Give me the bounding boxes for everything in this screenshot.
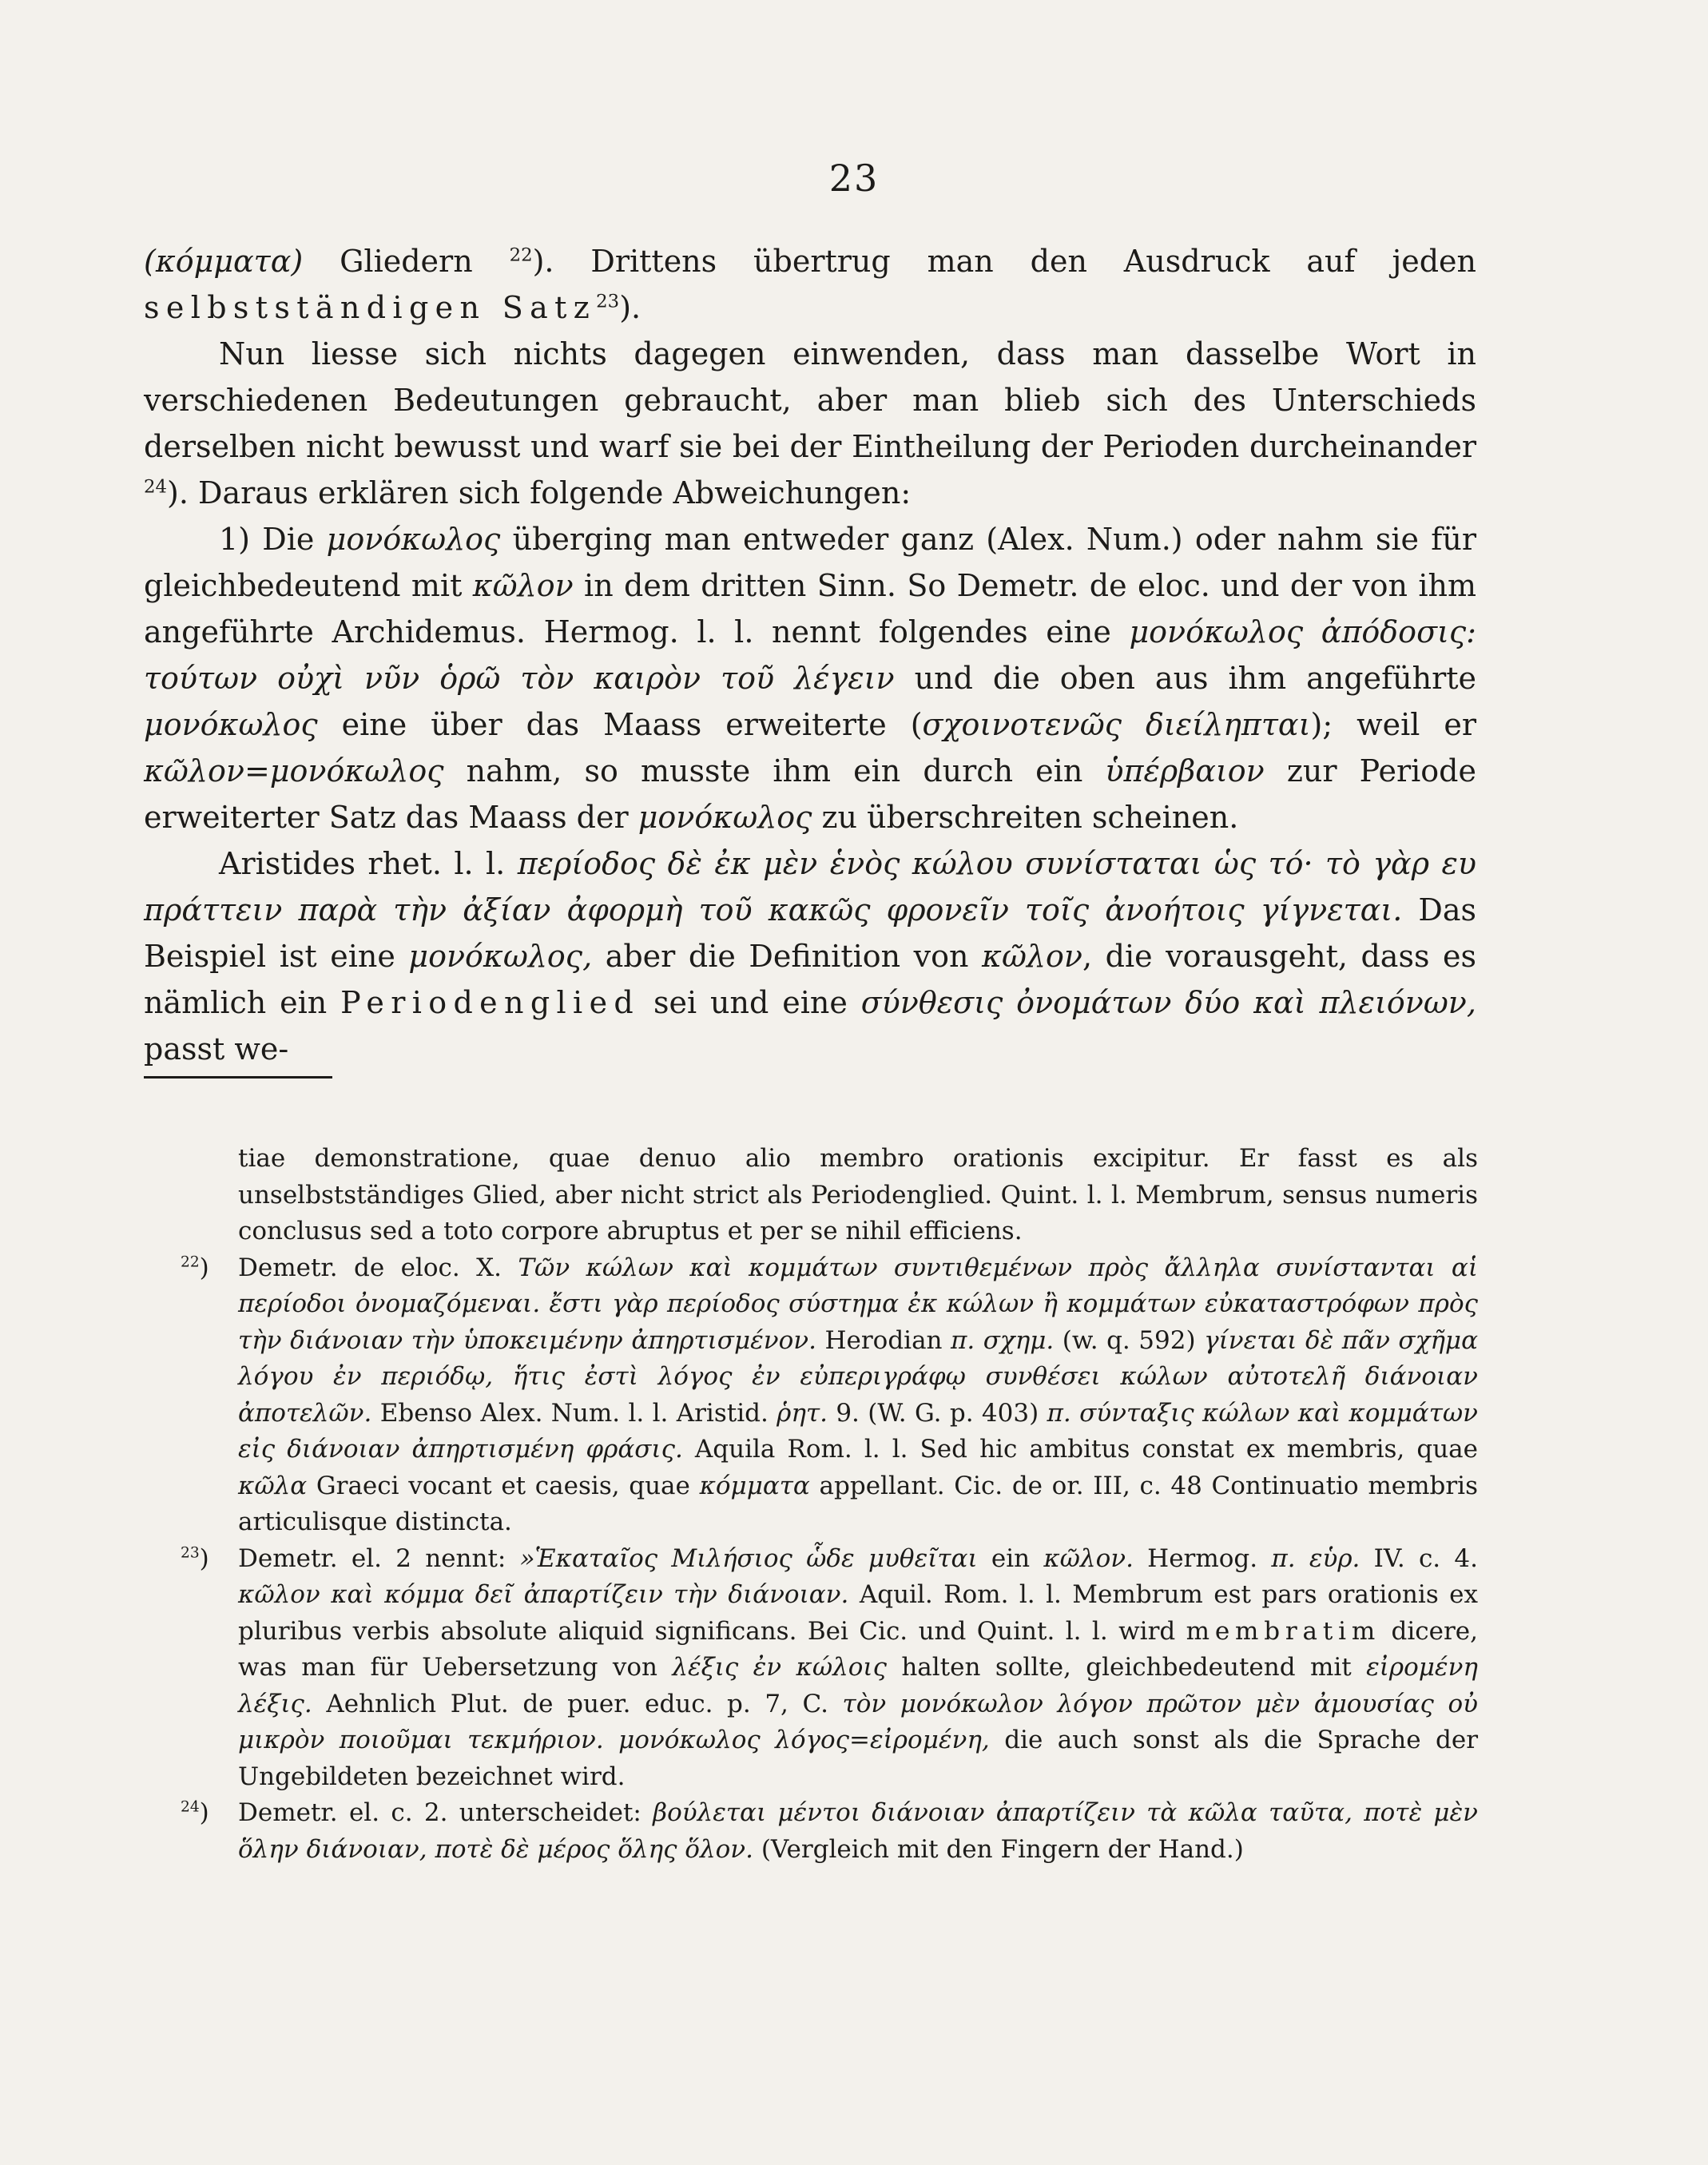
text-run: IV. c. 4. [1360, 1543, 1478, 1573]
footnote-ref: 22 [509, 244, 533, 266]
text-run: halten sollte, gleichbedeutend mit [886, 1653, 1367, 1682]
text-run: ein [977, 1543, 1044, 1573]
footnote-number: 23 [181, 1544, 200, 1562]
text-run: Aristides rhet. l. l. [219, 846, 518, 881]
text-run: 1) Die [219, 522, 327, 557]
text-run: zu überschreiten scheinen. [812, 800, 1239, 835]
spaced-emphasis: Periodenglied [340, 985, 641, 1020]
text-run: dicere, was man für Uebersetzung von [238, 1616, 1478, 1682]
text-run: (Vergleich mit den Fingern der Hand.) [753, 1834, 1244, 1864]
text-run: Demetr. de eloc. X. [238, 1253, 518, 1282]
text-run: ). [619, 290, 641, 325]
footnote-ref: 23 [596, 291, 620, 312]
greek-quote: τὸν μονόκωλον λόγον πρῶτον μὲν ἀμουσίας οὐ μικρὸν ποιοῦμαι τεκμήριον. μονόκωλος λόγος=εἰρομένη, [238, 1689, 1478, 1754]
greek-term: κόμματα [699, 1471, 810, 1500]
footnote-marker: $^{22}$) [181, 1253, 209, 1282]
paragraph-2 [144, 331, 1476, 516]
greek-term: σχοινοτενῶς διείληπται [922, 707, 1311, 742]
footnote-continuation [238, 1141, 1478, 1250]
text-run: Nun liesse sich nichts dagegen einwenden, dass man dasselbe Wort in verschiedenen Bedeutungen gebraucht, aber man blieb sich des Unterschieds derselben nicht bewusst und warf sie bei der Eintheilung der Perioden durcheinander [144, 336, 1476, 464]
text-run: Demetr. el. 2 nennt: [238, 1543, 520, 1573]
greek-term: εἰρομένη λέξις. [238, 1653, 1478, 1718]
greek-term: μονόκωλος, [408, 939, 593, 974]
text-run: sei und eine [640, 985, 861, 1020]
greek-term: μονόκωλος [144, 707, 318, 742]
greek-quote: γίνεται δὲ πᾶν σχῆμα λόγου ἐν περιόδῳ, ἥτις ἐστὶ λόγος ἐν εὐπεριγράφῳ συνθέσει κώλων αὐτοτελῆ διάνοιαν ἀποτελῶν. [238, 1325, 1479, 1428]
main-text [144, 238, 1476, 1072]
greek-quote: »Ἑκαταῖος Μιλήσιος ὧδε μυθεῖται [519, 1543, 978, 1573]
text-run: ); weil er [1310, 707, 1477, 742]
text-run: und die oben aus ihm angeführte [894, 661, 1477, 696]
text-run: Gliedern [303, 244, 510, 279]
footnote-24 [181, 1795, 1479, 1868]
footnote-marker: $^{24}$) [181, 1798, 209, 1827]
spaced-emphasis: selbstständigen Satz [144, 290, 597, 325]
footnote-ref: 24 [144, 476, 168, 498]
greek-term: μονόκωλος [638, 800, 812, 835]
text-run: Herodian [816, 1325, 951, 1355]
greek-term: κῶλον. [1043, 1543, 1134, 1573]
text-run: in dem dritten Sinn. So Demetr. de eloc. und der von ihm angeführte Archidemus. Hermog. l. l. nennt folgendes eine [144, 568, 1476, 650]
footnote-divider [144, 1076, 332, 1079]
text-run: Aquil. Rom. l. l. Membrum est pars orationis ex pluribus verbis absolute aliquid significans. Bei Cic. und Quint. l. l. wird [238, 1580, 1478, 1646]
text-run: appellant. Cic. de or. III, c. 48 Continuatio membris articulisque distincta. [238, 1471, 1478, 1536]
paragraph-3 [144, 516, 1476, 840]
spaced-emphasis: membratim [1186, 1616, 1381, 1646]
greek-term: κῶλον [472, 568, 574, 603]
text-run: die auch sonst als die Sprache der Ungebildeten bezeichnet wird. [238, 1726, 1479, 1791]
greek-term: κῶλον=μονόκωλος [144, 753, 444, 789]
greek-term: κῶλα [238, 1471, 308, 1500]
text-run: ). Daraus erklären sich folgende Abweichungen: [167, 475, 912, 510]
text-run: ). Drittens übertrug man den Ausdruck auf jeden [532, 244, 1477, 279]
greek-term: π. σχημ. [951, 1325, 1055, 1355]
greek-term: λέξις ἐν κώλοις [672, 1653, 887, 1682]
greek-quote: κῶλον καὶ κόμμα δεῖ ἀπαρτίζειν τὴν διάνοιαν. [238, 1580, 849, 1609]
greek-term: ὑπέρβαιον [1105, 753, 1265, 789]
text-run: Ebenso Alex. Num. l. l. Aristid. [371, 1398, 777, 1428]
page-number: 23 [828, 157, 880, 200]
footnote-22 [181, 1250, 1479, 1541]
greek-quote: μονόκωλος ἀπόδοσις: τούτων οὐχὶ νῦν ὁρῶ τὸν καιρὸν τοῦ λέγειν [144, 614, 1476, 696]
text-run: Graeci vocant et caesis, quae [307, 1471, 700, 1500]
greek-term: (κόμματα) [144, 244, 304, 279]
footnote-marker: $^{23}$) [181, 1543, 209, 1573]
footnote-23 [181, 1541, 1479, 1796]
greek-term: ῥητ. [777, 1398, 828, 1428]
greek-term: σύνθεσις ὀνομάτων δύο καὶ πλειόνων, [860, 985, 1476, 1020]
greek-quote: π. σύνταξις κώλων καὶ κομμάτων εἰς διάνοιαν ἀπηρτισμένη φράσις. [238, 1398, 1478, 1464]
greek-term: π. εὑρ. [1271, 1543, 1360, 1573]
text-run: nahm, so musste ihm ein durch ein [443, 753, 1106, 789]
text-run: passt we- [144, 1031, 289, 1067]
text-run: Das Beispiel ist eine [144, 892, 1477, 974]
text-run: eine über das Maass erweiterte ( [317, 707, 923, 742]
greek-quote: Τῶν κώλων καὶ κομμάτων συντιθεμένων πρὸς ἄλληλα συνίστανται αἱ περίοδοι ὀνομαζόμεναι. ἔστι γὰρ περίοδος σύστημα ἐκ κώλων ἢ κομμάτων εὐκαταστρόφων πρὸς τὴν διάνοιαν τὴν ὑποκειμένην ἀπηρτισμένον. [238, 1253, 1478, 1355]
text-run: zur Periode erweiterter Satz das Maass der [144, 753, 1476, 835]
paragraph-4 [144, 840, 1476, 1072]
greek-quote: περίοδος δὲ ἐκ μὲν ἑνὸς κώλου συνίσταται ὡς τό· τὸ γὰρ ευ πράττειν παρὰ τὴν ἀξίαν ἀφορμὴ τοῦ κακῶς φρονεῖν τοῖς ἀνοήτοις γίγνεται. [144, 846, 1476, 928]
greek-term: κῶλον [982, 939, 1082, 974]
text-run: Aquila Rom. l. l. Sed hic ambitus constat ex membris, quae [682, 1435, 1478, 1464]
text-run: 9. (W. G. p. 403) [827, 1398, 1047, 1428]
text-run: überging man entweder ganz (Alex. Num.) oder nahm sie für gleichbedeutend mit [144, 522, 1476, 603]
footnote-number: 24 [181, 1798, 200, 1816]
paragraph-1 [144, 238, 1476, 331]
text-run: Aehnlich Plut. de puer. educ. p. 7, C. [312, 1689, 843, 1718]
greek-quote: βούλεται μέντοι διάνοιαν ἀπαρτίζειν τὰ κῶλα ταῦτα, ποτὲ μὲν ὅλην διάνοιαν, ποτὲ δὲ μέρος ὅλης ὅλον. [238, 1798, 1479, 1864]
text-run: aber die Definition von [592, 939, 983, 974]
text-run: , die vorausgeht, dass es nämlich ein [144, 939, 1476, 1020]
footnote-number: 22 [181, 1253, 200, 1271]
text-run: Hermog. [1133, 1543, 1272, 1573]
text-run: tiae demonstratione, quae denuo alio membro orationis excipitur. Er fasst es als unselbstständiges Glied, aber nicht strict als Periodenglied. Quint. l. l. Membrum, sensus numeris conclusus sed a toto corpore abruptus et per se nihil efficiens. [238, 1144, 1478, 1245]
footnotes [181, 1141, 1479, 1868]
text-run: (w. q. 592) [1054, 1325, 1205, 1355]
text-run: Demetr. el. c. 2. unterscheidet: [238, 1798, 653, 1827]
greek-term: μονόκωλος [326, 522, 501, 557]
